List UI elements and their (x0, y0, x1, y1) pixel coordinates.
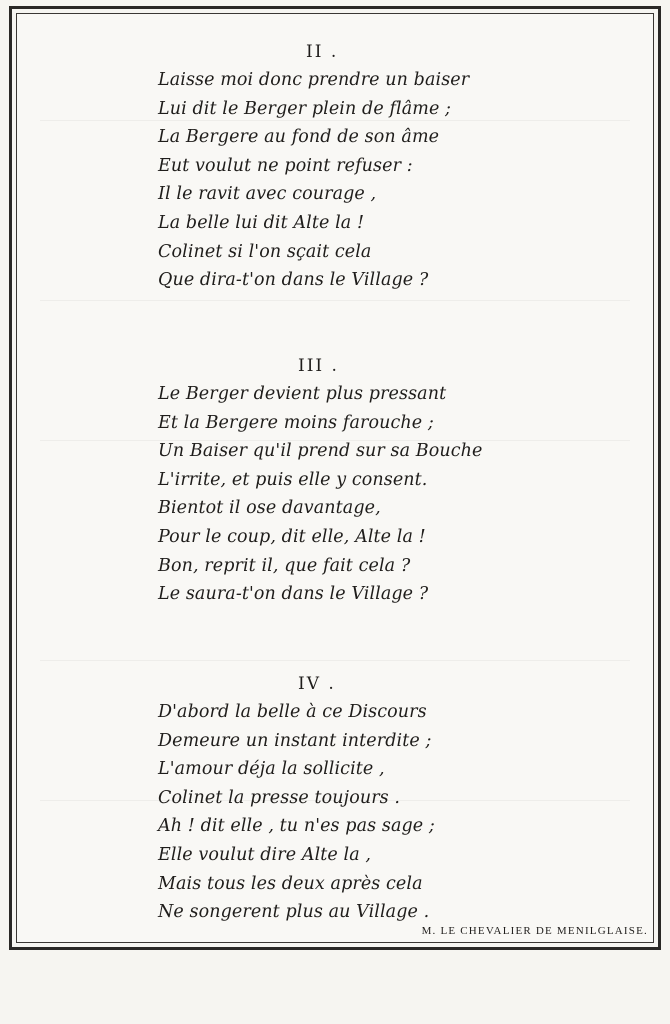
stanza-3 (158, 352, 618, 609)
verse-line: La belle lui dit Alte la ! (158, 212, 365, 233)
verse-line: Et la Bergere moins farouche ; (158, 412, 434, 433)
verse-line: Eut voulut ne point refuser : (158, 155, 413, 176)
show-through-line (40, 660, 630, 661)
verse-line: L'irrite, et puis elle y consent. (158, 469, 428, 490)
verse-line: Ne songerent plus au Village . (158, 902, 430, 923)
verse-line: Ah ! dit elle , tu n'es pas sage ; (158, 816, 435, 837)
verse-line: D'abord la belle à ce Discours (158, 702, 427, 722)
verse-line: L'amour déja la sollicite , (158, 759, 385, 780)
verse-line: La Bergere au fond de son âme (158, 127, 440, 148)
verse-line: Le Berger devient plus pressant (158, 384, 447, 404)
stanza-number: III . (298, 356, 339, 376)
verse-line: Demeure un instant interdite ; (158, 730, 432, 751)
verse-lines (158, 66, 618, 295)
verse-line: Lui dit le Berger plein de flâme ; (158, 98, 452, 119)
verse-lines (158, 698, 618, 927)
verse-line: Colinet si l'on sçait cela (158, 241, 372, 262)
verse-line: Mais tous les deux après cela (158, 873, 423, 894)
verse-line: Bon, reprit il, que fait cela ? (158, 555, 411, 576)
stanza-number: IV . (298, 674, 336, 694)
stanza-number: II . (306, 42, 339, 62)
verse-line: Bientot il ose davantage, (158, 498, 381, 519)
verse-line: Que dira-t'on dans le Village ? (158, 270, 429, 291)
verse-line: Elle voulut dire Alte la , (158, 844, 372, 865)
stanza-4 (158, 670, 618, 927)
verse-line: Le saura-t'on dans le Village ? (158, 584, 429, 605)
verse-lines (158, 380, 618, 609)
verse-line: Pour le coup, dit elle, Alte la ! (158, 526, 426, 547)
author-credit: M. LE CHEVALIER DE MENILGLAISE. (421, 925, 648, 937)
show-through-line (40, 300, 630, 301)
verse-line: Un Baiser qu'il prend sur sa Bouche (158, 441, 483, 462)
verse-line: Il le ravit avec courage , (158, 184, 377, 205)
verse-line: Laisse moi donc prendre un baiser (158, 70, 470, 90)
stanza-2 (158, 38, 618, 295)
verse-line: Colinet la presse toujours . (158, 787, 401, 808)
